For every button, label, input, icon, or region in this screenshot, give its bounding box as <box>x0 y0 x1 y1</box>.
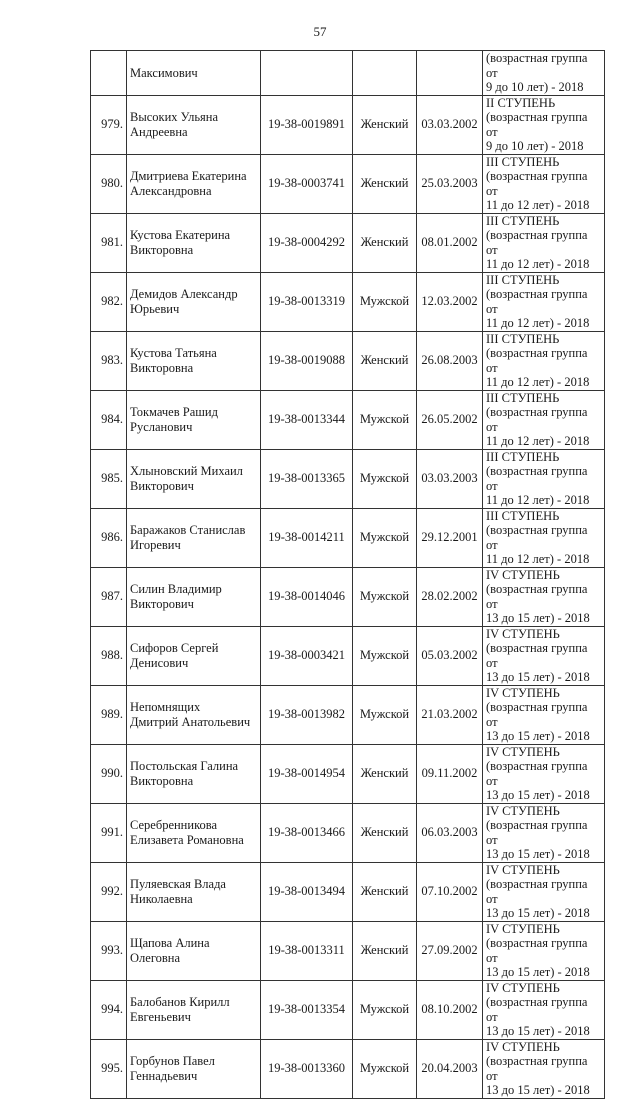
name-line: Дмитрий Анатольевич <box>130 714 251 729</box>
name-line: Дмитриева Екатерина <box>130 169 247 183</box>
level-line: (возрастная группа от <box>486 169 588 198</box>
gender-cell: Мужской <box>353 567 417 626</box>
level-line: IV СТУПЕНЬ <box>486 921 560 936</box>
level-line: IV СТУПЕНЬ <box>486 862 560 877</box>
name-line: Пуляевская Влада <box>130 877 226 891</box>
name-line: Силин Владимир <box>130 582 222 596</box>
level-line: (возрастная группа от <box>486 464 588 493</box>
level-line: 9 до 10 лет) - 2018 <box>486 80 584 94</box>
row-number-cell: 991. <box>91 803 127 862</box>
birth-date-cell: 07.10.2002 <box>417 862 483 921</box>
name-cell <box>127 508 261 567</box>
level-line: 13 до 15 лет) - 2018 <box>486 611 590 625</box>
gender-cell <box>353 51 417 96</box>
name-cell <box>127 862 261 921</box>
level-cell <box>483 331 605 390</box>
row-number-cell: 995. <box>91 1039 127 1098</box>
level-line: 13 до 15 лет) - 2018 <box>486 670 590 684</box>
level-line: (возрастная группа от <box>486 995 588 1024</box>
certificate-cell: 19-38-0014046 <box>261 567 353 626</box>
name-cell <box>127 980 261 1039</box>
certificate-cell: 19-38-0014211 <box>261 508 353 567</box>
gender-cell: Мужской <box>353 980 417 1039</box>
level-cell <box>483 862 605 921</box>
table-row <box>91 51 605 96</box>
level-line: 11 до 12 лет) - 2018 <box>486 198 590 212</box>
level-line: IV СТУПЕНЬ <box>486 567 560 582</box>
level-line: 11 до 12 лет) - 2018 <box>486 493 590 507</box>
level-line: (возрастная группа от <box>486 700 588 729</box>
name-cell <box>127 1039 261 1098</box>
level-line: 11 до 12 лет) - 2018 <box>486 257 590 271</box>
birth-date-cell <box>417 51 483 96</box>
name-cell <box>127 272 261 331</box>
name-cell <box>127 567 261 626</box>
level-cell <box>483 95 605 154</box>
level-cell <box>483 744 605 803</box>
level-line: 9 до 10 лет) - 2018 <box>486 139 584 153</box>
gender-cell: Женский <box>353 154 417 213</box>
birth-date-cell: 06.03.2003 <box>417 803 483 862</box>
table-row <box>91 272 605 331</box>
certificate-cell: 19-38-0004292 <box>261 213 353 272</box>
page-number: 57 <box>313 24 327 39</box>
certificate-cell: 19-38-0013360 <box>261 1039 353 1098</box>
table-row <box>91 567 605 626</box>
level-line: (возрастная группа от <box>486 936 588 965</box>
level-line: III СТУПЕНЬ <box>486 154 560 169</box>
certificate-cell: 19-38-0013354 <box>261 980 353 1039</box>
name-cell <box>127 744 261 803</box>
certificate-cell: 19-38-0014954 <box>261 744 353 803</box>
name-cell <box>127 154 261 213</box>
registry-table-body <box>91 51 605 1099</box>
name-line: Александровна <box>130 183 212 198</box>
gender-cell: Женский <box>353 921 417 980</box>
row-number-cell: 986. <box>91 508 127 567</box>
level-cell <box>483 213 605 272</box>
level-cell <box>483 803 605 862</box>
level-line: (возрастная группа от <box>486 523 588 552</box>
level-line: 13 до 15 лет) - 2018 <box>486 1083 590 1097</box>
level-line: IV СТУПЕНЬ <box>486 803 560 818</box>
birth-date-cell: 05.03.2002 <box>417 626 483 685</box>
certificate-cell: 19-38-0019891 <box>261 95 353 154</box>
level-line: 11 до 12 лет) - 2018 <box>486 316 590 330</box>
birth-date-cell: 29.12.2001 <box>417 508 483 567</box>
level-line: 11 до 12 лет) - 2018 <box>486 552 590 566</box>
row-number-cell: 984. <box>91 390 127 449</box>
row-number-cell <box>91 51 127 96</box>
level-line: III СТУПЕНЬ <box>486 331 560 346</box>
certificate-cell: 19-38-0013344 <box>261 390 353 449</box>
name-line: Геннадьевич <box>130 1068 198 1083</box>
birth-date-cell: 25.03.2003 <box>417 154 483 213</box>
table-row <box>91 685 605 744</box>
table-row <box>91 862 605 921</box>
name-cell <box>127 921 261 980</box>
name-line: Демидов Александр <box>130 287 238 301</box>
gender-cell: Мужской <box>353 390 417 449</box>
row-number-cell: 989. <box>91 685 127 744</box>
row-number-cell: 987. <box>91 567 127 626</box>
table-row <box>91 803 605 862</box>
level-cell <box>483 980 605 1039</box>
certificate-cell: 19-38-0013319 <box>261 272 353 331</box>
row-number-cell: 982. <box>91 272 127 331</box>
certificate-cell <box>261 51 353 96</box>
level-line: 13 до 15 лет) - 2018 <box>486 1024 590 1038</box>
level-line: (возрастная группа от <box>486 877 588 906</box>
level-line: 13 до 15 лет) - 2018 <box>486 965 590 979</box>
level-cell <box>483 508 605 567</box>
row-number-cell: 979. <box>91 95 127 154</box>
level-line: II СТУПЕНЬ <box>486 95 556 110</box>
certificate-cell: 19-38-0019088 <box>261 331 353 390</box>
table-row <box>91 390 605 449</box>
level-cell <box>483 1039 605 1098</box>
row-number-cell: 988. <box>91 626 127 685</box>
level-line: 13 до 15 лет) - 2018 <box>486 847 590 861</box>
name-line: Викторовна <box>130 242 194 257</box>
level-line: IV СТУПЕНЬ <box>486 685 560 700</box>
certificate-cell: 19-38-0013365 <box>261 449 353 508</box>
level-line: (возрастная группа от <box>486 641 588 670</box>
name-line: Елизавета Романовна <box>130 832 244 847</box>
level-line: (возрастная группа от <box>486 405 588 434</box>
level-cell <box>483 567 605 626</box>
row-number-cell: 985. <box>91 449 127 508</box>
row-number-cell: 981. <box>91 213 127 272</box>
gender-cell: Мужской <box>353 272 417 331</box>
certificate-cell: 19-38-0003421 <box>261 626 353 685</box>
birth-date-cell: 08.10.2002 <box>417 980 483 1039</box>
name-line: Хлыновский Михаил <box>130 464 243 478</box>
name-cell <box>127 213 261 272</box>
name-line: Щапова Алина <box>130 936 210 950</box>
birth-date-cell: 08.01.2002 <box>417 213 483 272</box>
level-line: 13 до 15 лет) - 2018 <box>486 729 590 743</box>
level-line: (возрастная группа от <box>486 110 588 139</box>
level-line: (возрастная группа от <box>486 228 588 257</box>
gender-cell: Мужской <box>353 449 417 508</box>
name-cell <box>127 390 261 449</box>
name-cell <box>127 51 261 96</box>
birth-date-cell: 26.05.2002 <box>417 390 483 449</box>
certificate-cell: 19-38-0013982 <box>261 685 353 744</box>
gender-cell: Женский <box>353 95 417 154</box>
name-line: Баражаков Станислав <box>130 523 246 537</box>
level-line: III СТУПЕНЬ <box>486 508 560 523</box>
level-line: (возрастная группа от <box>486 346 588 375</box>
level-line: 11 до 12 лет) - 2018 <box>486 375 590 389</box>
row-number-cell: 992. <box>91 862 127 921</box>
table-row <box>91 331 605 390</box>
level-line: IV СТУПЕНЬ <box>486 980 560 995</box>
birth-date-cell: 03.03.2003 <box>417 449 483 508</box>
table-row <box>91 154 605 213</box>
level-line: 11 до 12 лет) - 2018 <box>486 434 590 448</box>
table-row <box>91 213 605 272</box>
table-row <box>91 980 605 1039</box>
level-line: (возрастная группа от <box>486 818 588 847</box>
gender-cell: Мужской <box>353 508 417 567</box>
birth-date-cell: 28.02.2002 <box>417 567 483 626</box>
registry-table <box>90 50 605 1099</box>
name-line: Горбунов Павел <box>130 1054 215 1068</box>
name-line: Серебренникова <box>130 818 218 832</box>
name-line: Николаевна <box>130 891 193 906</box>
level-cell <box>483 154 605 213</box>
name-line: Токмачев Рашид <box>130 405 218 419</box>
birth-date-cell: 27.09.2002 <box>417 921 483 980</box>
name-line: Викторович <box>130 478 194 493</box>
level-cell <box>483 449 605 508</box>
certificate-cell: 19-38-0013494 <box>261 862 353 921</box>
level-line: III СТУПЕНЬ <box>486 213 560 228</box>
birth-date-cell: 03.03.2002 <box>417 95 483 154</box>
level-line: (возрастная группа от <box>486 287 588 316</box>
gender-cell: Женский <box>353 862 417 921</box>
name-line: Кустова Екатерина <box>130 228 231 242</box>
level-cell <box>483 921 605 980</box>
row-number-cell: 994. <box>91 980 127 1039</box>
birth-date-cell: 09.11.2002 <box>417 744 483 803</box>
row-number-cell: 983. <box>91 331 127 390</box>
name-cell <box>127 685 261 744</box>
level-line: III СТУПЕНЬ <box>486 272 560 287</box>
name-line: Евгеньевич <box>130 1009 191 1024</box>
level-line: IV СТУПЕНЬ <box>486 1039 560 1054</box>
name-line: Игоревич <box>130 537 181 552</box>
name-line: Непомнящих <box>130 700 201 714</box>
certificate-cell: 19-38-0003741 <box>261 154 353 213</box>
birth-date-cell: 20.04.2003 <box>417 1039 483 1098</box>
level-cell <box>483 272 605 331</box>
name-line: Кустова Татьяна <box>130 346 217 360</box>
gender-cell: Женский <box>353 331 417 390</box>
certificate-cell: 19-38-0013311 <box>261 921 353 980</box>
gender-cell: Мужской <box>353 1039 417 1098</box>
level-cell <box>483 390 605 449</box>
name-line: Викторовна <box>130 773 194 788</box>
gender-cell: Мужской <box>353 685 417 744</box>
gender-cell: Женский <box>353 803 417 862</box>
name-line: Высоких Ульяна <box>130 110 219 124</box>
level-line: (возрастная группа от <box>486 582 588 611</box>
certificate-cell: 19-38-0013466 <box>261 803 353 862</box>
table-row <box>91 1039 605 1098</box>
level-cell <box>483 626 605 685</box>
gender-cell: Женский <box>353 744 417 803</box>
level-line: (возрастная группа от <box>486 1054 588 1083</box>
table-row <box>91 744 605 803</box>
gender-cell: Мужской <box>353 626 417 685</box>
row-number-cell: 993. <box>91 921 127 980</box>
name-cell <box>127 626 261 685</box>
level-line: III СТУПЕНЬ <box>486 390 560 405</box>
name-cell <box>127 95 261 154</box>
name-line: Русланович <box>130 419 193 434</box>
gender-cell: Женский <box>353 213 417 272</box>
name-line: Постольская Галина <box>130 759 239 773</box>
row-number-cell: 990. <box>91 744 127 803</box>
level-cell <box>483 51 605 96</box>
name-line: Олеговна <box>130 950 181 965</box>
row-number-cell: 980. <box>91 154 127 213</box>
table-row <box>91 508 605 567</box>
name-line: Денисович <box>130 655 189 670</box>
name-line: Викторовна <box>130 360 194 375</box>
level-line: 13 до 15 лет) - 2018 <box>486 906 590 920</box>
level-line: 13 до 15 лет) - 2018 <box>486 788 590 802</box>
level-line: IV СТУПЕНЬ <box>486 626 560 641</box>
level-line: (возрастная группа от <box>486 51 588 80</box>
table-row <box>91 921 605 980</box>
name-cell <box>127 331 261 390</box>
table-row <box>91 95 605 154</box>
level-line: (возрастная группа от <box>486 759 588 788</box>
level-line: IV СТУПЕНЬ <box>486 744 560 759</box>
table-row <box>91 626 605 685</box>
table-row <box>91 449 605 508</box>
level-cell <box>483 685 605 744</box>
name-line: Сифоров Сергей <box>130 641 219 655</box>
birth-date-cell: 21.03.2002 <box>417 685 483 744</box>
name-cell <box>127 803 261 862</box>
level-line: III СТУПЕНЬ <box>486 449 560 464</box>
name-line: Балобанов Кирилл <box>130 995 230 1009</box>
birth-date-cell: 26.08.2003 <box>417 331 483 390</box>
birth-date-cell: 12.03.2002 <box>417 272 483 331</box>
name-cell <box>127 449 261 508</box>
name-line: Юрьевич <box>130 301 180 316</box>
name-line: Викторович <box>130 596 194 611</box>
name-line: Андреевна <box>130 124 188 139</box>
name-line: Максимович <box>130 65 198 80</box>
